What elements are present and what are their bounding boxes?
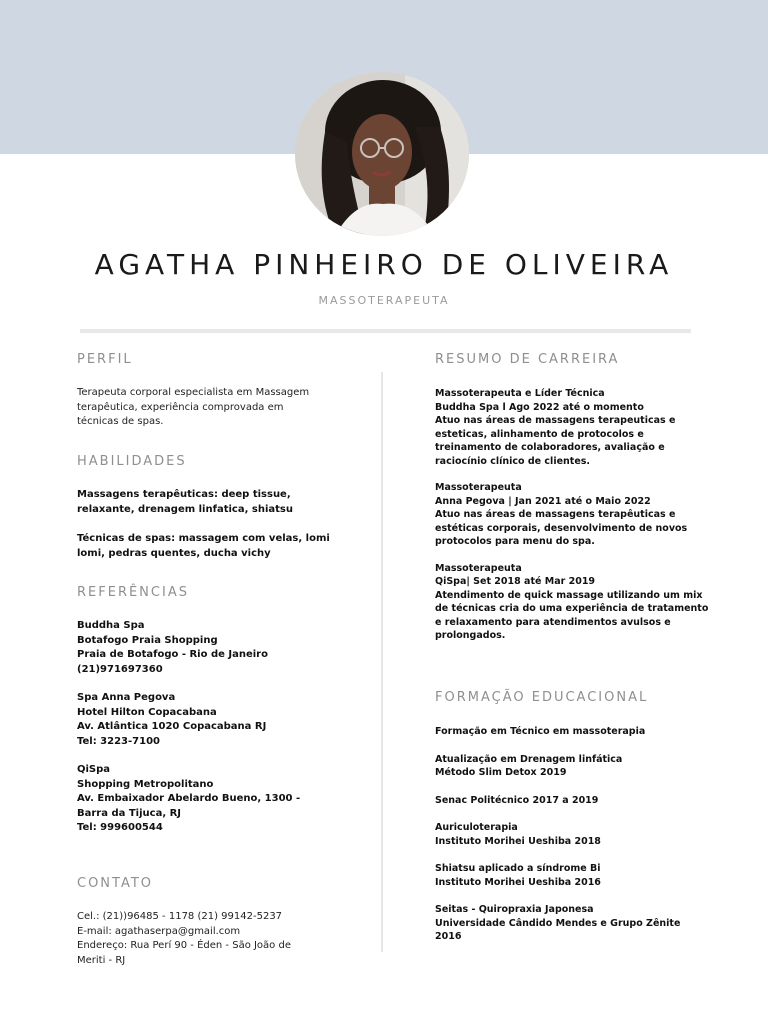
- candidate-name: AGATHA PINHEIRO DE OLIVEIRA: [94, 248, 674, 281]
- header-divider: [80, 329, 691, 333]
- reference-item: Spa Anna Pegova Hotel Hilton Copacabana Av. Atlântica 1020 Copacabana RJ Tel: 3223-7100: [77, 692, 267, 747]
- education-item: Formação em Técnico em massoterapia: [435, 726, 646, 737]
- contact-heading: CONTATO: [77, 876, 154, 891]
- contact-address-cont: Meriti - RJ: [77, 954, 126, 966]
- references-heading: REFERÊNCIAS: [77, 585, 189, 600]
- references-section: [77, 585, 300, 836]
- job-title: MASSOTERAPEUTA: [318, 294, 450, 307]
- profile-section: [77, 352, 309, 430]
- contact-text: [77, 910, 291, 968]
- career-section: [435, 352, 708, 643]
- contact-phone: Cel.: (21))96485 - 1178 (21) 99142-5237: [77, 911, 283, 922]
- education-item: Senac Politécnico 2017 a 2019: [435, 794, 599, 806]
- career-item: Massoterapeuta QiSpa| Set 2018 até Mar 2019 Atendimento de quick massage utilizando um mix de técnicas cria do uma experiência de tratamento e relaxamento para atendimentos avulsos e prolongados.: [435, 562, 709, 641]
- education-section: [435, 690, 680, 944]
- contact-address: Endereço: Rua Perí 90 - Éden - São João de: [77, 940, 291, 951]
- education-item: Auriculoterapia Instituto Morihei Ueshiba 2018: [435, 822, 601, 847]
- reference-item: Buddha Spa Botafogo Praia Shopping Praia de Botafogo - Rio de Janeiro (21)971697360: [77, 620, 268, 675]
- education-heading: FORMAÇÃO EDUCACIONAL: [435, 690, 649, 705]
- skills-item: Massagens terapêuticas: deep tissue, relaxante, drenagem linfatica, shiatsu: [77, 489, 293, 515]
- skills-item: Técnicas de spas: massagem com velas, lomi lomi, pedras quentes, ducha vichy: [77, 533, 330, 559]
- column-divider: [381, 372, 383, 952]
- education-item: Shiatsu aplicado a síndrome Bi Instituto Morihei Ueshiba 2016: [435, 863, 601, 888]
- profile-photo: [295, 72, 469, 236]
- skills-section: [77, 454, 330, 561]
- reference-item: QiSpa Shopping Metropolitano Av. Embaixador Abelardo Bueno, 1300 - Barra da Tijuca, RJ Tel: 999600544: [77, 764, 301, 833]
- portrait-image: [295, 72, 469, 236]
- skills-heading: HABILIDADES: [77, 454, 187, 469]
- contact-section: [77, 876, 291, 968]
- education-item: Seitas - Quiropraxia Japonesa Universidade Cândido Mendes e Grupo Zênite 2016: [435, 904, 681, 942]
- career-heading: RESUMO DE CARREIRA: [435, 352, 620, 367]
- education-item: Atualização em Drenagem linfática Método Slim Detox 2019: [435, 753, 623, 778]
- career-item: Massoterapeuta Anna Pegova | Jan 2021 até o Maio 2022 Atuo nas áreas de massagens terapêuticas e estéticas corporais, desenvolvimento de novos protocolos para menu do spa.: [435, 482, 688, 547]
- career-item: Massoterapeuta e Líder Técnica Buddha Spa l Ago 2022 até o momento Atuo nas áreas de massagens terapeuticas e esteticas, alinhamento de protocolos e treinamento de colaboradores, avaliação e raciocínio clínico de clientes.: [435, 388, 676, 467]
- profile-heading: PERFIL: [77, 352, 133, 367]
- profile-text: Terapeuta corporal especialista em Massagem terapêutica, experiência comprovada em técnicas de spas.: [77, 387, 310, 427]
- contact-email: E-mail: agathaserpa@gmail.com: [77, 925, 241, 937]
